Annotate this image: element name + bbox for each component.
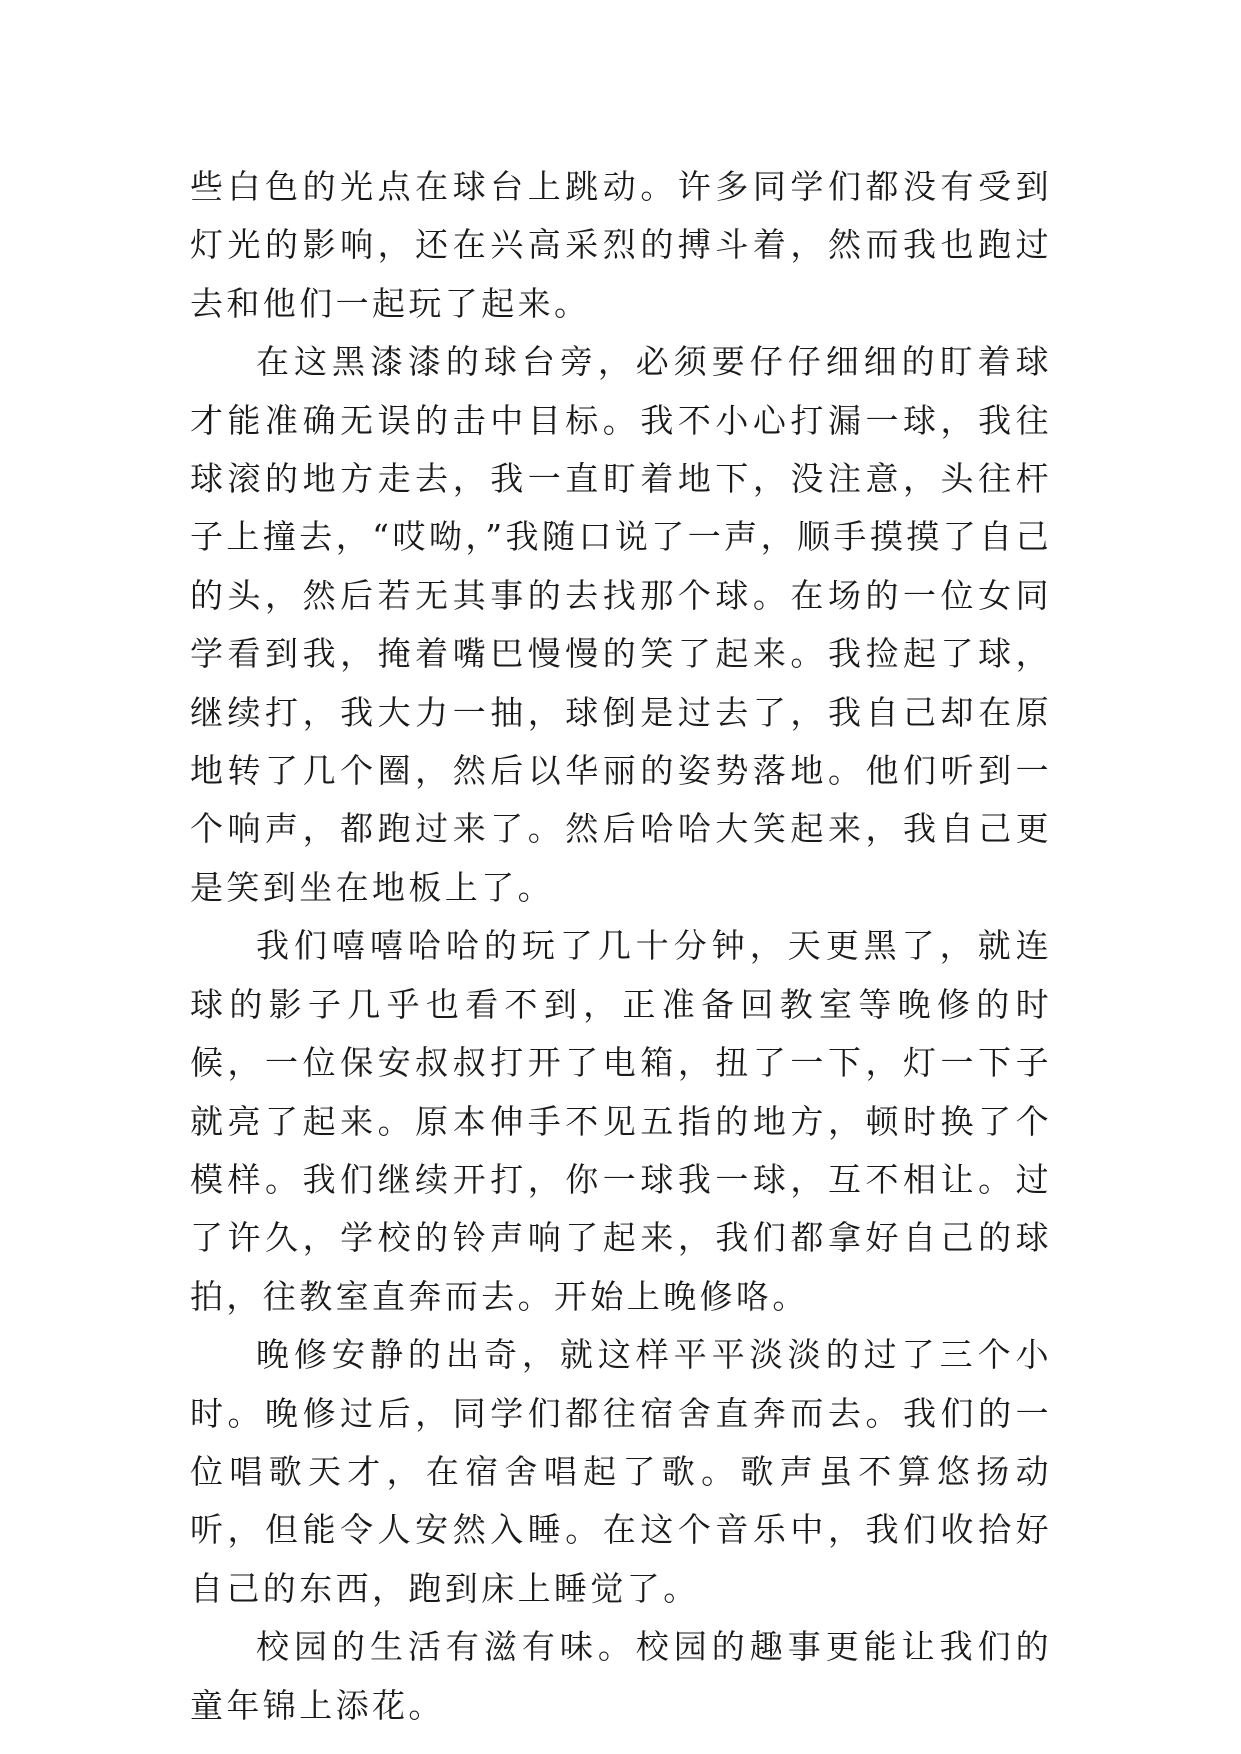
body-text — [190, 158, 1052, 1735]
paragraph: 在这黑漆漆的球台旁，必须要仔仔细细的盯着球才能准确无误的击中目标。我不小心打漏一球，我往球滚的地方走去，我一直盯着地下，没注意，头往杆子上撞去，“哎呦，”我随口说了一声，顺手摸摸了自己的头，然后若无其事的去找那个球。在场的一位女同学看到我，掩着嘴巴慢慢的笑了起来。我捡起了球，继续打，我大力一抽，球倒是过去了，我自己却在原地转了几个圈，然后以华丽的姿势落地。他们听到一个响声，都跑过来了。然后哈哈大笑起来，我自己更是笑到坐在地板上了。 — [190, 342, 1052, 907]
paragraph: 我们嘻嘻哈哈的玩了几十分钟，天更黑了，就连球的影子几乎也看不到，正准备回教室等晚修的时候，一位保安叔叔打开了电箱，扭了一下，灯一下子就亮了起来。原本伸手不见五指的地方，顿时换了个模样。我们继续开打，你一球我一球，互不相让。过了许久，学校的铃声响了起来，我们都拿好自己的球拍，往教室直奔而去。开始上晚修咯。 — [190, 926, 1052, 1316]
paragraph: 些白色的光点在球台上跳动。许多同学们都没有受到灯光的影响，还在兴高采烈的搏斗着，然而我也跑过去和他们一起玩了起来。 — [190, 167, 1052, 323]
paragraph: 晚修安静的出奇，就这样平平淡淡的过了三个小时。晚修过后，同学们都往宿舍直奔而去。我们的一位唱歌天才，在宿舍唱起了歌。歌声虽不算悠扬动听，但能令人安然入睡。在这个音乐中，我们收拾好自己的东西，跑到床上睡觉了。 — [190, 1335, 1052, 1608]
paragraph: 校园的生活有滋有味。校园的趣事更能让我们的童年锦上添花。 — [190, 1627, 1052, 1725]
